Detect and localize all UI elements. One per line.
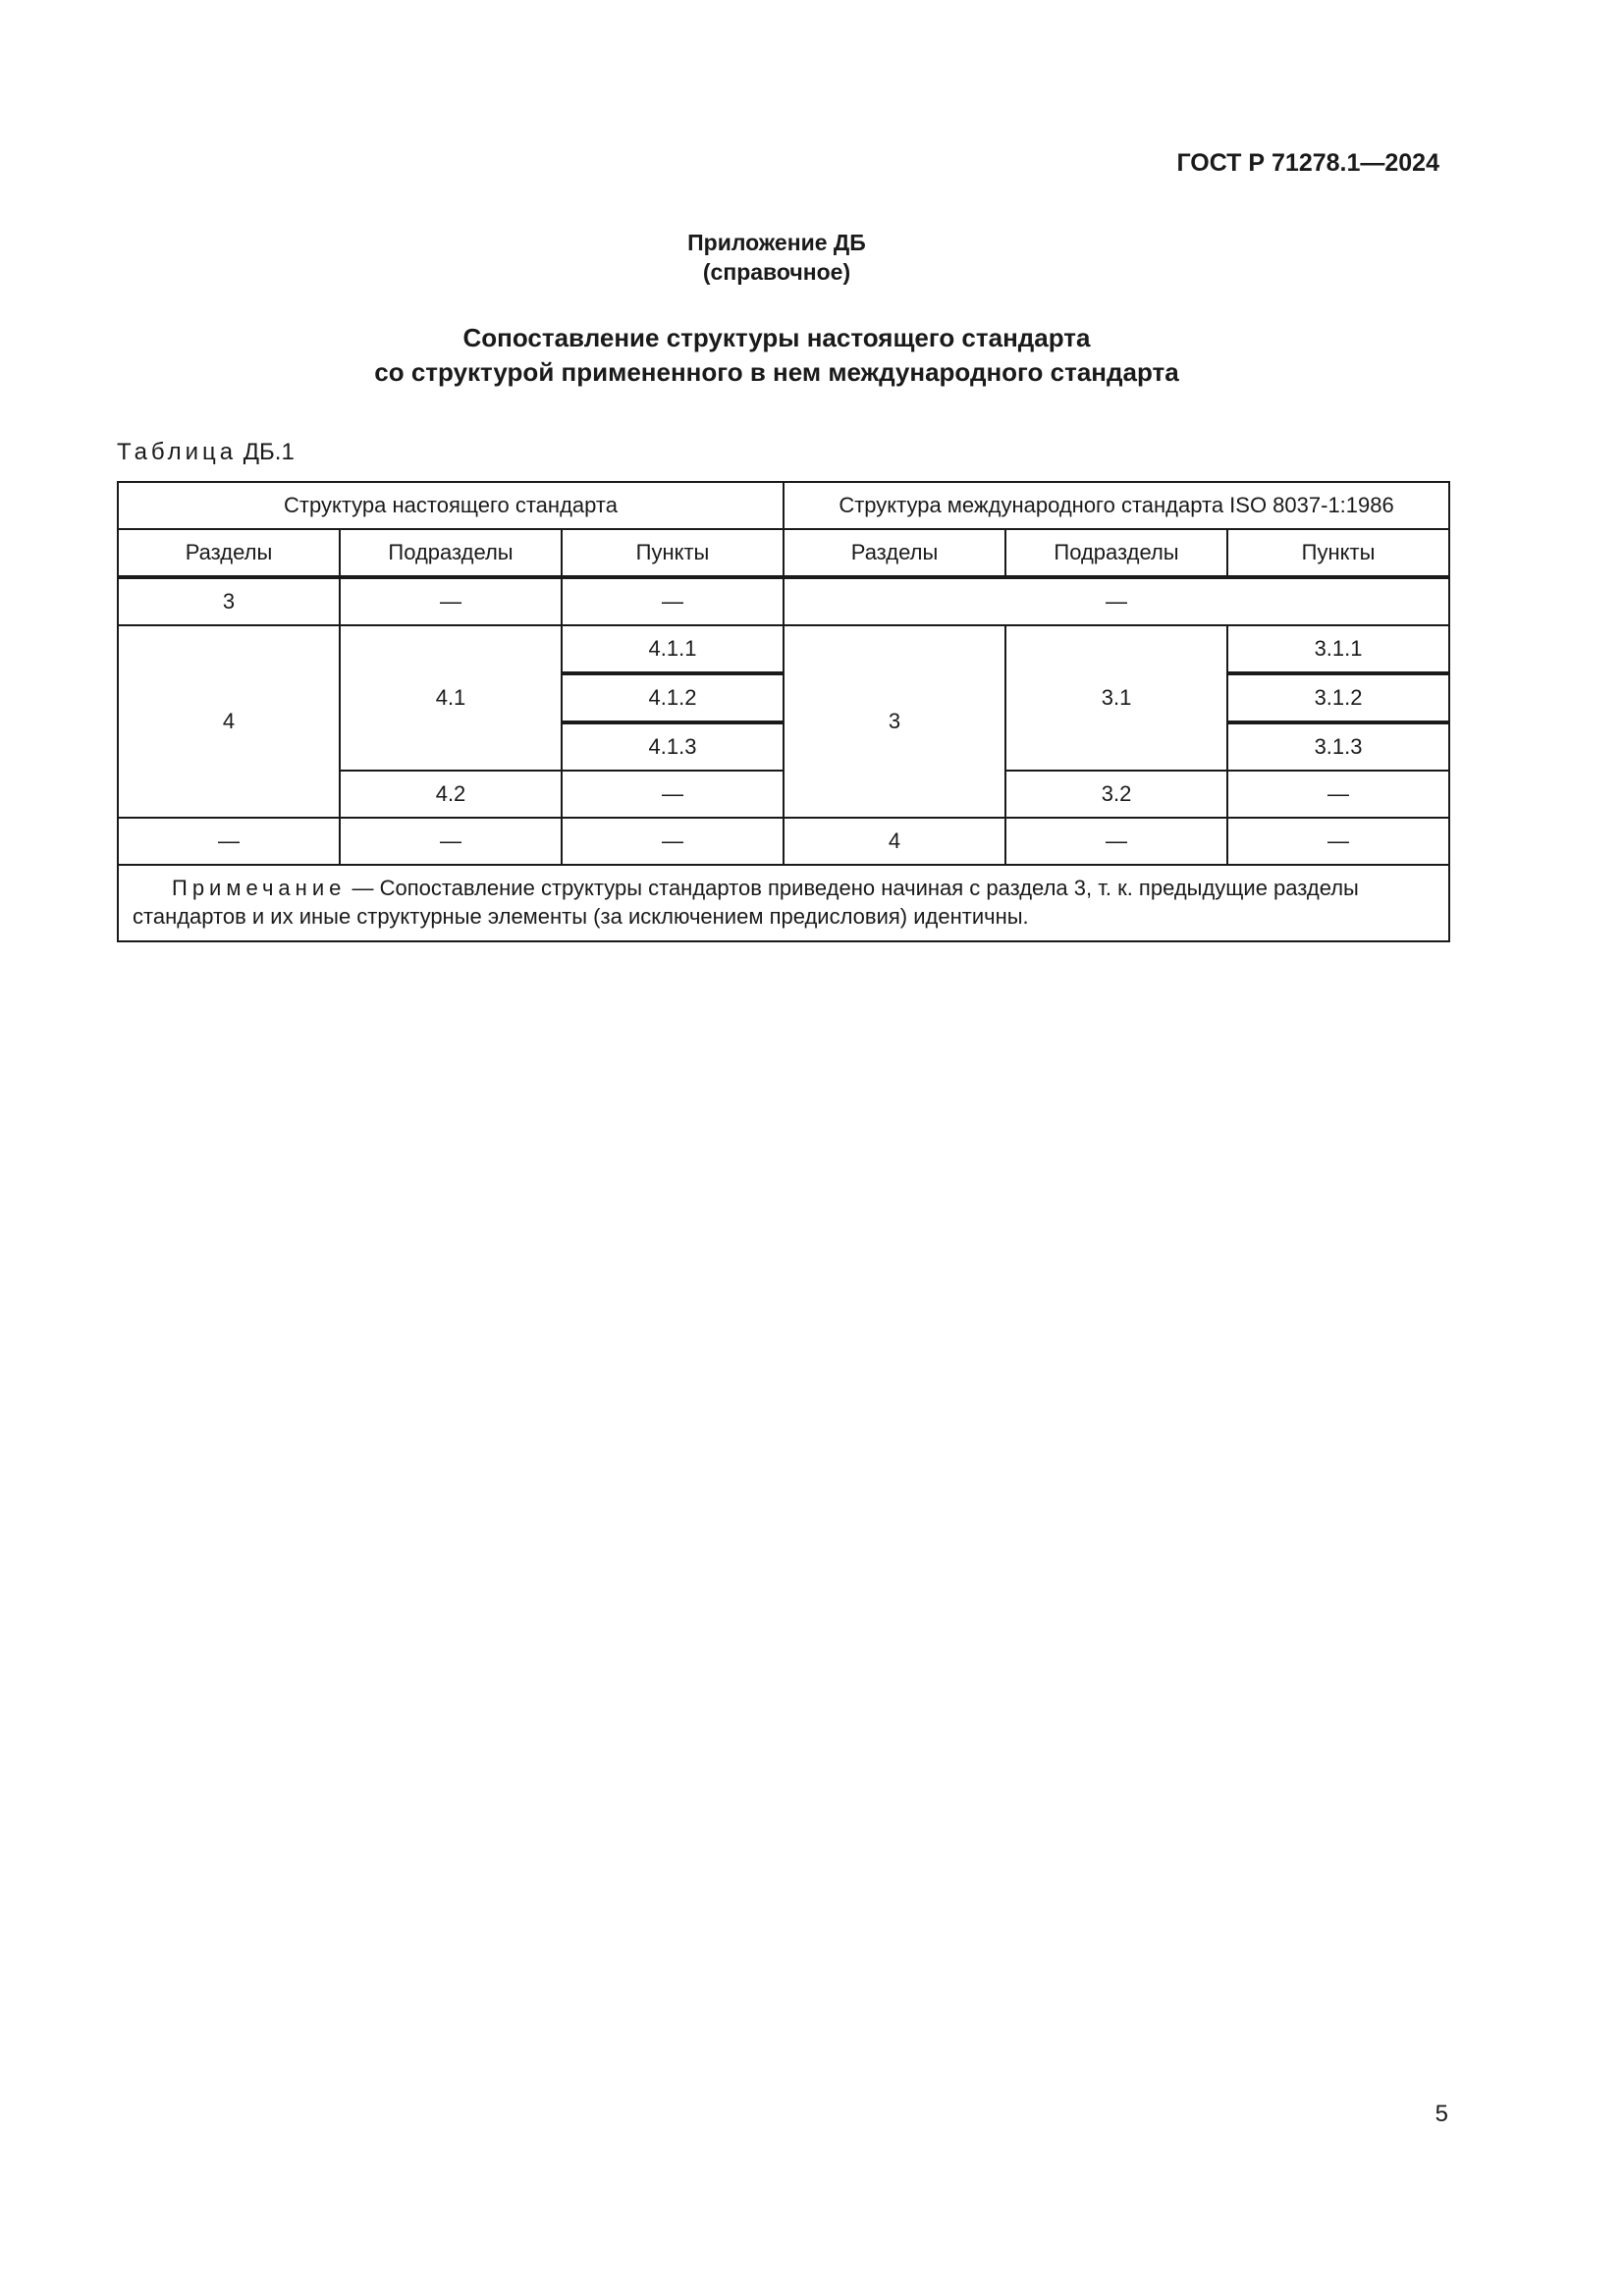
table-cell: — (340, 818, 562, 865)
column-header: Пункты (1227, 529, 1449, 577)
group-header-international: Структура международного стандарта ISO 8037-1:1986 (784, 482, 1449, 529)
table-cell: — (784, 577, 1449, 625)
table-cell: — (1005, 818, 1227, 865)
table-cell: — (1227, 818, 1449, 865)
structure-comparison-table (117, 481, 1450, 942)
column-header: Разделы (118, 529, 340, 577)
table-caption (117, 439, 295, 466)
table-cell: 3 (784, 625, 1005, 818)
table-cell: 4.1.1 (562, 625, 784, 673)
note-row (118, 865, 1449, 941)
table-cell: 4.1 (340, 625, 562, 771)
table-cell: 4.1.2 (562, 673, 784, 722)
annex-type: (справочное) (702, 259, 851, 285)
group-header-row (118, 482, 1449, 529)
table-row (118, 625, 1449, 673)
table-cell: — (1227, 771, 1449, 818)
page-number: 5 (1435, 2101, 1448, 2127)
table-row (118, 818, 1449, 865)
document-code: ГОСТ Р 71278.1—2024 (1176, 149, 1439, 177)
table-note (118, 865, 1449, 941)
table-cell: — (118, 818, 340, 865)
table-cell: 3.2 (1005, 771, 1227, 818)
table-cell: 3.1.1 (1227, 625, 1449, 673)
table-cell: — (562, 577, 784, 625)
table-cell: — (340, 577, 562, 625)
table-cell: — (562, 771, 784, 818)
annex-heading-line-1: Сопоставление структуры настоящего стандарта (462, 323, 1091, 352)
table-row (118, 577, 1449, 625)
table-caption-id: ДБ.1 (243, 439, 295, 465)
table-caption-word: Таблица (117, 439, 238, 465)
note-label: Примечание (172, 876, 347, 900)
column-header: Подразделы (340, 529, 562, 577)
column-header: Разделы (784, 529, 1005, 577)
table-cell: 4.2 (340, 771, 562, 818)
table-cell: 3.1.2 (1227, 673, 1449, 722)
group-header-current: Структура настоящего стандарта (118, 482, 784, 529)
annex-heading (0, 321, 1553, 390)
column-header: Подразделы (1005, 529, 1227, 577)
annex-heading-line-2: со структурой примененного в нем международного стандарта (374, 357, 1179, 387)
table-cell: 3 (118, 577, 340, 625)
table-cell: 3.1.3 (1227, 722, 1449, 771)
table-cell: 4 (784, 818, 1005, 865)
table-cell: — (562, 818, 784, 865)
table-cell: 4 (118, 625, 340, 818)
table-cell: 3.1 (1005, 625, 1227, 771)
note-text: — Сопоставление структуры стандартов приведено начиная с раздела 3, т. к. предыдущие разделы стандартов и их иные структурные элементы (за исключением предисловия) идентичны. (133, 876, 1359, 929)
annex-title: Приложение ДБ (687, 230, 866, 255)
table-cell: 4.1.3 (562, 722, 784, 771)
column-header: Пункты (562, 529, 784, 577)
column-header-row (118, 529, 1449, 577)
